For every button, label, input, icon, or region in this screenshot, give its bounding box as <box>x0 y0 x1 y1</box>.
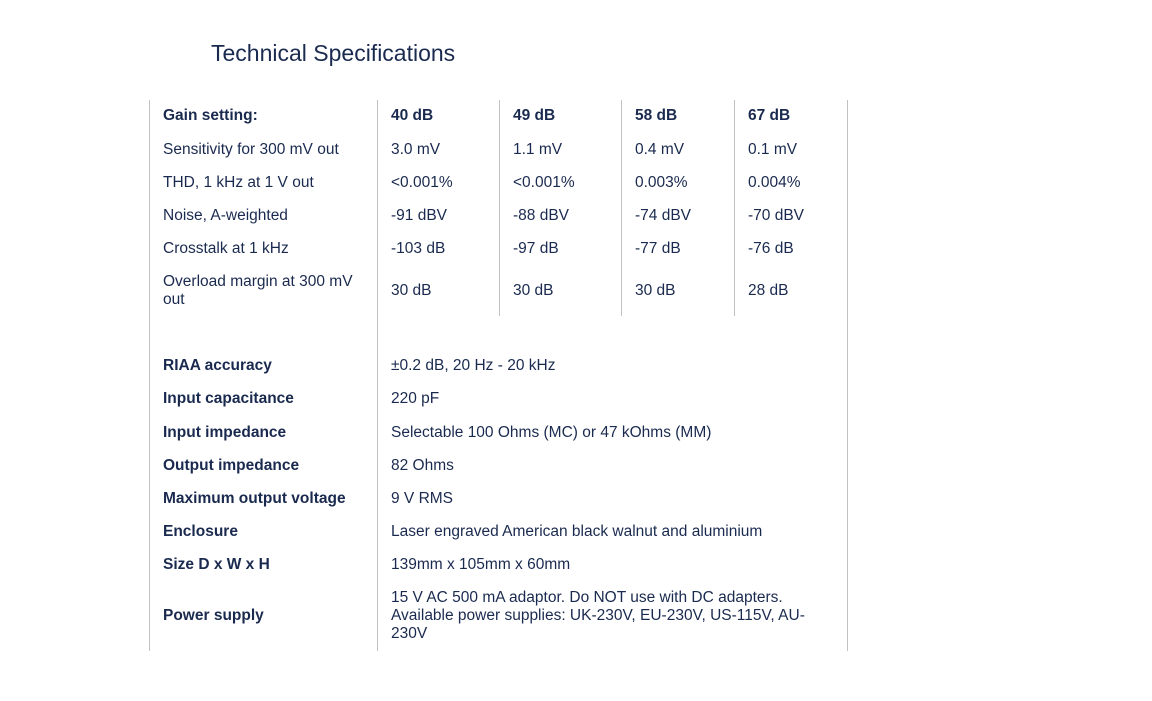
gain-setting-label: Gain setting: <box>163 107 258 124</box>
row-value: -76 dB <box>748 240 794 257</box>
spec-value: Selectable 100 Ohms (MC) or 47 kOhms (MM) <box>391 424 712 441</box>
spec-label: Enclosure <box>163 523 238 540</box>
page-title: Technical Specifications <box>211 40 456 66</box>
gain-column-divider-1 <box>499 100 500 316</box>
spec-value: 220 pF <box>391 390 440 407</box>
spec-value: 9 V RMS <box>391 490 454 507</box>
spec-label: Input impedance <box>163 424 287 441</box>
spec-label: Maximum output voltage <box>163 490 346 507</box>
table-left-border <box>149 100 150 651</box>
row-value: 0.004% <box>748 174 801 191</box>
row-value: 0.1 mV <box>748 141 798 158</box>
row-label: Overload margin at 300 mV out <box>163 273 353 308</box>
row-value: -97 dB <box>513 240 559 257</box>
row-value: 30 dB <box>513 282 554 299</box>
row-value: 3.0 mV <box>391 141 441 158</box>
spec-value: 139mm x 105mm x 60mm <box>391 556 571 573</box>
gain-header-cell: 67 dB <box>748 107 791 124</box>
row-label: THD, 1 kHz at 1 V out <box>163 174 314 191</box>
gain-header-cell: 58 dB <box>635 107 678 124</box>
row-value: 0.003% <box>635 174 688 191</box>
gain-header-cell: 49 dB <box>513 107 556 124</box>
row-label: Crosstalk at 1 kHz <box>163 240 289 257</box>
row-label: Noise, A-weighted <box>163 207 288 224</box>
spec-label: Input capacitance <box>163 390 294 407</box>
row-value: 30 dB <box>635 282 676 299</box>
gain-column-divider-2 <box>621 100 622 316</box>
row-value: -88 dBV <box>513 207 570 224</box>
row-value: -103 dB <box>391 240 446 257</box>
row-value: 28 dB <box>748 282 789 299</box>
spec-value: 15 V AC 500 mA adaptor. Do NOT use with DC adapters. Available power supplies: UK-230V, EU-230V, US-115V, AU-230V <box>391 589 805 642</box>
spec-label: RIAA accuracy <box>163 357 272 374</box>
row-value: <0.001% <box>391 174 453 191</box>
row-value: <0.001% <box>513 174 575 191</box>
spec-label: Size D x W x H <box>163 556 270 573</box>
row-value: -74 dBV <box>635 207 692 224</box>
row-value: 1.1 mV <box>513 141 563 158</box>
gain-header-cell: 40 dB <box>391 107 434 124</box>
spec-value: Laser engraved American black walnut and aluminium <box>391 523 763 540</box>
label-column-divider <box>377 100 378 651</box>
spec-label: Output impedance <box>163 457 300 474</box>
spec-value: 82 Ohms <box>391 457 454 474</box>
table-right-border <box>847 100 848 651</box>
row-value: -70 dBV <box>748 207 805 224</box>
row-label: Sensitivity for 300 mV out <box>163 141 339 158</box>
row-value: -91 dBV <box>391 207 448 224</box>
gain-column-divider-3 <box>734 100 735 316</box>
spec-label: Power supply <box>163 607 264 624</box>
row-value: 30 dB <box>391 282 432 299</box>
row-value: -77 dB <box>635 240 681 257</box>
spec-value: ±0.2 dB, 20 Hz - 20 kHz <box>391 357 556 374</box>
row-value: 0.4 mV <box>635 141 685 158</box>
